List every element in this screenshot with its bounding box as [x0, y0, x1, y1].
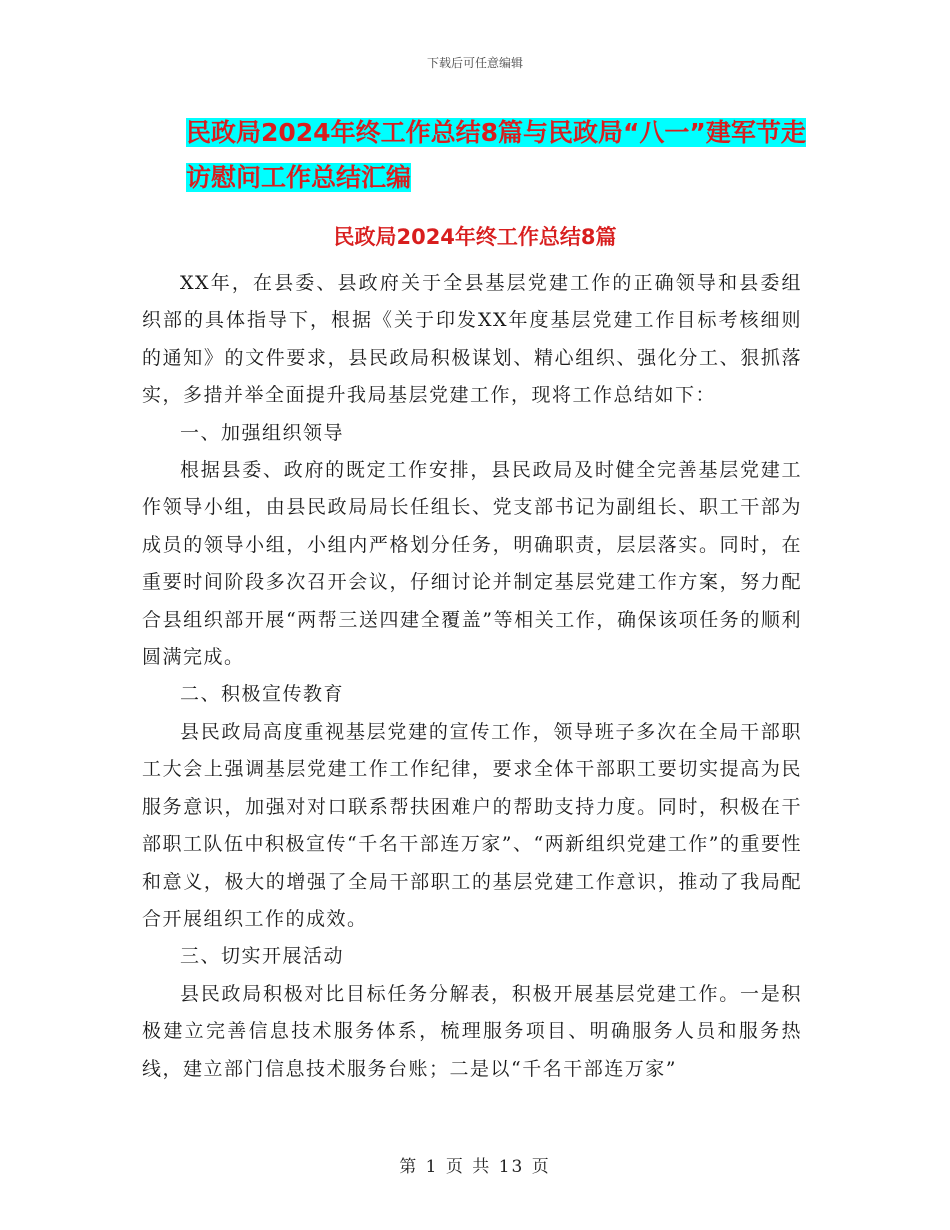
heading-strengthen-leadership: 一、加强组织领导	[180, 421, 345, 444]
activities-paragraph: 县民政局积极对比目标任务分解表，积极开展基层党建工作。一是积极建立完善信息技术服务体系，梳理服务项目、明确服务人员和服务热线，建立部门信息技术服务台账；二是以“千名干部连万家”	[142, 982, 802, 1080]
document-title-text: 民政局2024年终工作总结8篇与民政局“八一”建军节走访慰问工作总结汇编	[186, 118, 806, 192]
section-title: 民政局2024年终工作总结8篇	[333, 225, 617, 249]
document-title	[186, 110, 816, 200]
intro-paragraph: XX年，在县委、县政府关于全县基层党建工作的正确领导和县委组织部的具体指导下，根据《关于印发XX年度基层党建工作目标考核细则的通知》的文件要求，县民政局积极谋划、精心组织、强化分工、狠抓落实，多措并举全面提升我局基层党建工作，现将工作总结如下：	[142, 272, 802, 407]
document-body	[142, 265, 802, 1088]
page-number: 第 1 页 共 13 页	[399, 1157, 551, 1177]
heading-carry-out-activities: 三、切实开展活动	[180, 945, 345, 968]
leadership-paragraph: 根据县委、政府的既定工作安排，县民政局及时健全完善基层党建工作领导小组，由县民政局局长任组长、党支部书记为副组长、职工干部为成员的领导小组，小组内严格划分任务，明确职责，层层落实。同时，在重要时间阶段多次召开会议，仔细讨论并制定基层党建工作方案，努力配合县组织部开展“两帮三送四建全覆盖”等相关工作，确保该项任务的顺利圆满完成。	[142, 459, 802, 669]
page-header-note: 下载后可任意编辑	[426, 56, 523, 70]
heading-publicity-education: 二、积极宣传教育	[180, 683, 345, 706]
publicity-paragraph: 县民政局高度重视基层党建的宣传工作，领导班子多次在全局干部职工大会上强调基层党建工作工作纪律，要求全体干部职工要切实提高为民服务意识，加强对对口联系帮扶困难户的帮助支持力度。同时，积极在干部职工队伍中积极宣传“千名干部连万家”、“两新组织党建工作”的重要性和意义，极大的增强了全局干部职工的基层党建工作意识，推动了我局配合开展组织工作的成效。	[142, 720, 802, 930]
